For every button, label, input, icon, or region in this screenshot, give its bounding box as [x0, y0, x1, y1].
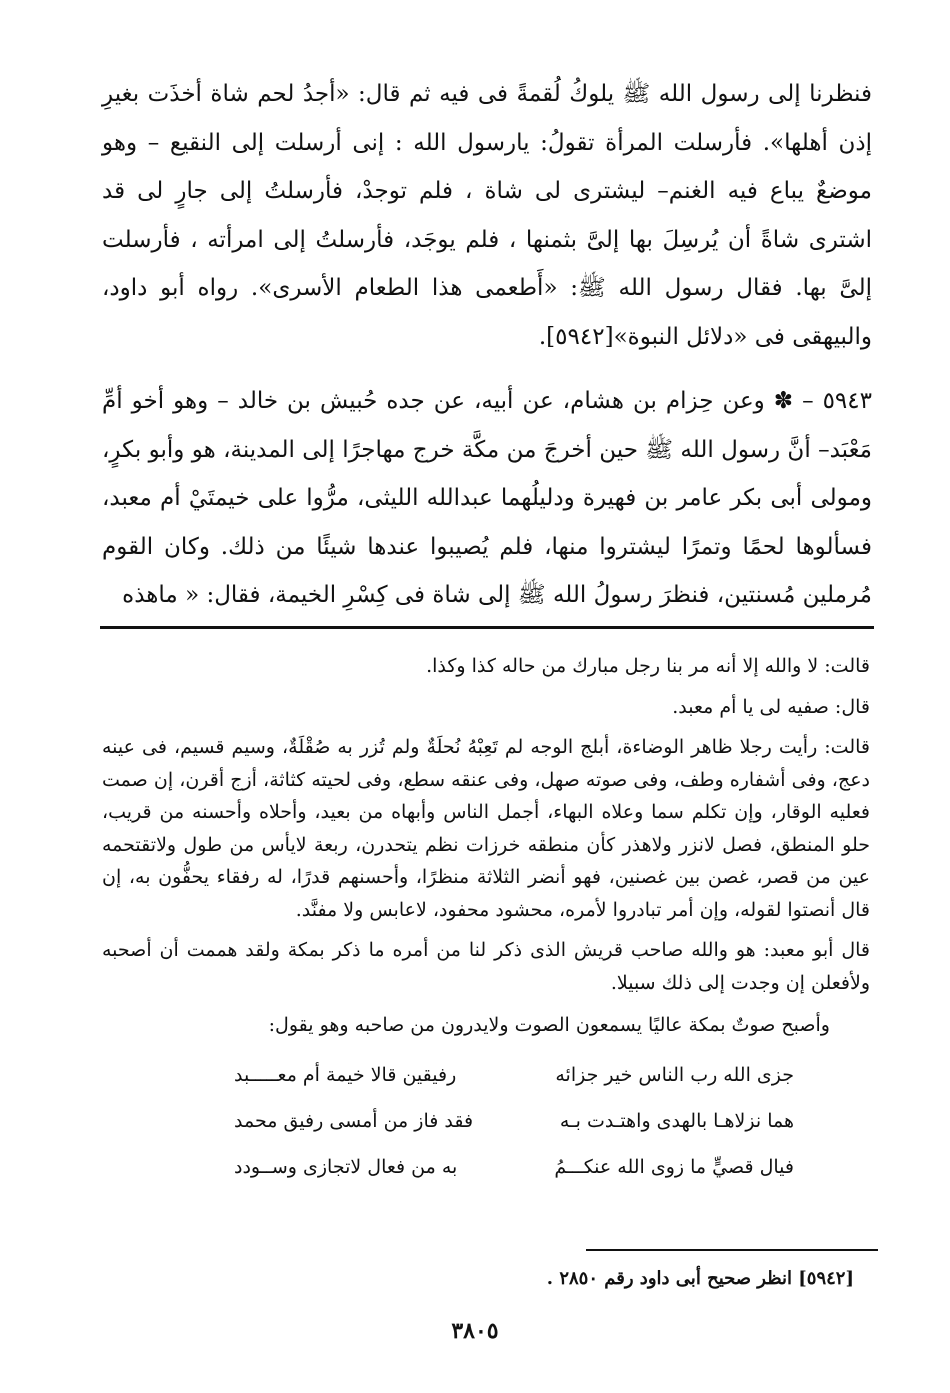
poem-hemistich-second: به من فعال لاتجازى وســودد — [234, 1155, 458, 1178]
footnote-divider — [586, 1249, 878, 1251]
poem-hemistich-first: فيال قصيٍّ ما زوى الله عنكـــمُ — [554, 1155, 794, 1178]
poem — [102, 1052, 870, 1190]
hadith-paragraph-continuation: فنظرنا إلى رسول الله ﷺ يلوكُ لُقمةً فى فيه ثم قال: «أجدُ لحم شاة أخذَت بغيرِ إذن أهلها». فأرسلت المرأة تقولُ: يارسول الله : إنى أرسلت إلى النقيع – وهو موضعٌ يباع فيه الغنم– ليشترى لى شاة ، فلم توجدْ، فأرسلتُ إلى جارٍ لى قد اشترى شاةً أن يُرسِلَ بها إلىَّ بثمنها ، فلم يوجَد، فأرسلتُ إلى امرأته ، فأرسلت إلىَّ بها. فقال رسول الله ﷺ: «أَطعمى هذا الطعام الأسرى». رواه أبو داود، والبيهقى فى «دلائل النبوة»[٥٩٤٢]. — [102, 81, 872, 350]
main-text-divider — [100, 626, 874, 629]
poem-hemistich-first: هما نزلاهـا بالهدى واهتـدت بـه — [559, 1109, 794, 1132]
main-text — [102, 70, 872, 620]
poem-verse — [234, 1098, 794, 1144]
poem-verse — [234, 1144, 794, 1190]
commentary-paragraph: قالت: رأيت رجلا ظاهر الوضاءة، أبلج الوجه لم تَعِبْهُ نُحلَةٌ ولم تُزر به صُقْلَةٌ، وسيم قسيم، فى عينه دعج، وفى أشفاره وطف، وفى صوته صهل، وفى عنقه سطع، وفى لحيته كثاثة، أزج أقرن، إن صمت فعليه الوقار، وإن تكلم سما وعلاه البهاء، أجمل الناس وأبهاه من بعيد، وأحلاه وأحسنه من قريب، حلو المنطق، فصل لانزر ولاهذر كأن منطقه خرزات نظم يتحدرن، ربعة لايأس من طول ولاتقتحمه عين من قصر، غصن بين غصنين، فهو أنضر الثلاثة منظرًا، وأحسنهم قدرًا، له رفقاء يحفُّون به، إن قال أنصتوا لقوله، وإن أمر تبادروا لأمره، محشود محفود، لاعابس ولا مفنَّد. — [102, 736, 870, 921]
hadith-paragraph-5943: ٥٩٤٣ – ✽ وعن حِزام بن هشام، عن أبيه، عن جده حُبيش بن خالد – وهو أخو أمِّ مَعْبَد– أنَّ رسول الله ﷺ حين أخرجَ من مكَّة خرج مهاجرًا إلى المدينة، هو وأبو بكرٍ، ومولى أبى بكر عامر بن فهيرة ودليلُهما عبدالله الليثى، مرُّوا على خيمتَيْ أم معبد، فسألوها لحمًا وتمرًا ليشتروا منها، فلم يُصيبوا عندها شيئًا من ذلك. وكان القوم مُرملين مُسنتين، فنظرَ رسولُ الله ﷺ إلى شاة فى كِسْرِ الخيمة، فقال: « ماهذه — [102, 388, 872, 608]
commentary-paragraph: قال: صفيه لى يا أم معبد. — [672, 695, 870, 718]
poem-verse — [234, 1052, 794, 1098]
commentary-paragraph: قال أبو معبد: هو والله صاحب قريش الذى ذكر لنا من أمره ما ذكر بمكة ولقد هممت أن أصحبه ولأفعلن إن وجدت إلى ذلك سبيلا. — [102, 939, 870, 994]
poem-hemistich-second: رفيقين قالا خيمة أم معـــــبد — [234, 1063, 457, 1086]
page-number: ٣٨٠٥ — [451, 1318, 499, 1344]
footnote: [٥٩٤٢] انظر صحيح أبى داود رقم ٢٨٥٠ . — [546, 1268, 854, 1289]
commentary-block — [102, 650, 870, 1190]
commentary-paragraph: قالت: لا والله إلا أنه مر بنا رجل مبارك من حاله كذا وكذا. — [426, 655, 870, 677]
poem-hemistich-first: جزى الله رب الناس خير جزائه — [555, 1063, 794, 1086]
poem-intro: وأصبح صوتٌ بمكة عاليًا يسمعون الصوت ولايدرون من صاحبه وهو يقول: — [268, 1014, 830, 1036]
poem-hemistich-second: فقد فاز من أمسى رفيق محمد — [234, 1109, 474, 1132]
